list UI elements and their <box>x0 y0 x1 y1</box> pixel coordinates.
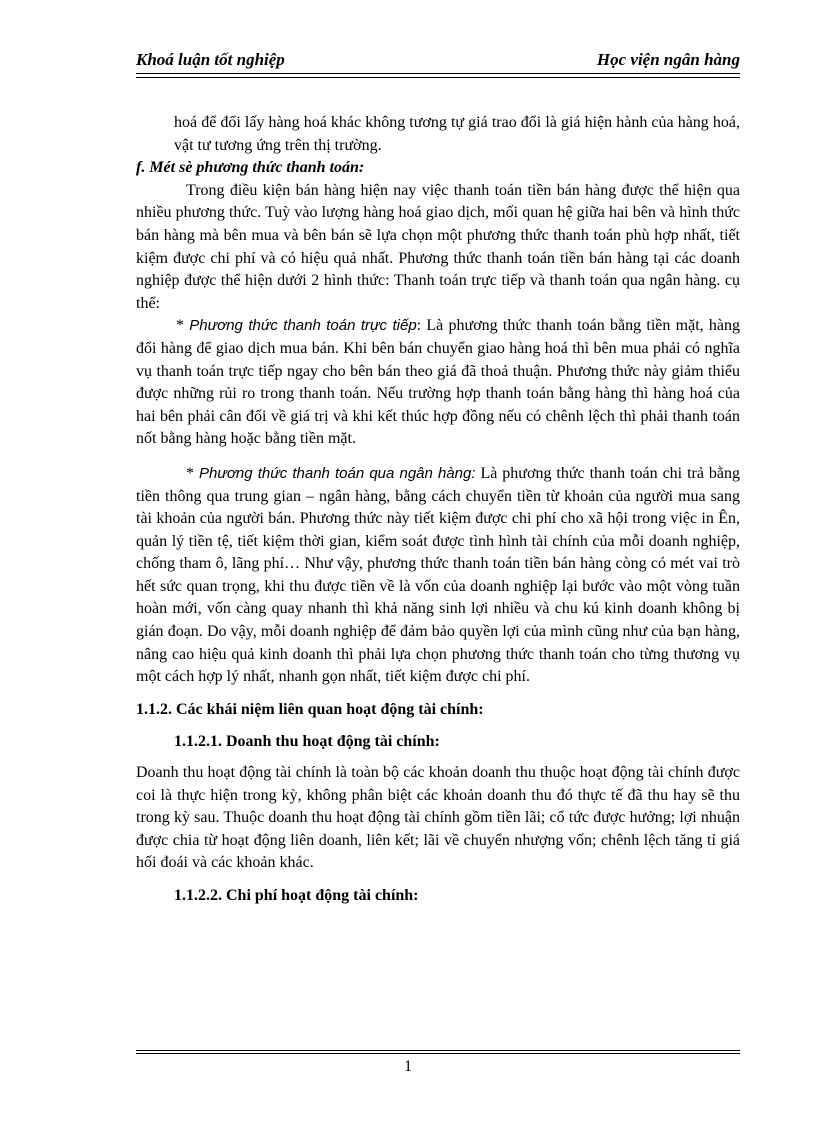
paragraph-direct-payment <box>136 315 740 451</box>
paragraph-financial-revenue: Doanh thu hoạt động tài chính là toàn bộ các khoản doanh thu thuộc hoạt động tài chính được coi là thực hiện trong kỳ, không phân biệt các khoản doanh thu đó thực tế đã thu hay sẽ thu trong kỳ sau. Thuộc doanh thu hoạt động tài chính gồm tiền lãi; cổ tức được hưởng; lợi nhuận được chia từ hoạt động liên doanh, liên kết; lãi về chuyển nhượng vốn; chênh lệch tăng tỉ giá hối đoái và các khoản khác. <box>136 764 740 872</box>
direct-payment-text: : Là phương thức thanh toán bằng tiền mặt, hàng đổi hàng để giao dịch mua bán. Khi bên bán chuyển giao hàng hoá thì bên mua phải có nghĩa vụ thanh toán trực tiếp ngay cho bên bán theo giá đã thoả thuận. Phương thức này giảm thiểu được những rủi ro trong thanh toán. Nếu trường hợp thanh toán bằng hàng thì hàng hoá của hai bên phải cân đối về giá trị và khi kết thúc hợp đồng nếu có chênh lệch thì phải thanh toán nốt bằng hàng hoặc bằng tiền mặt. <box>136 317 741 448</box>
paragraph-payment-methods: Trong điều kiện bán hàng hiện nay việc thanh toán tiền bán hàng được thể hiện qua nhiều phương thức. Tuỳ vào lượng hàng hoá giao dịch, mối quan hệ giữa hai bên và hình thức bán hàng mà bên mua và bên bán sẽ lựa chọn một phương thức thanh toán phù hợp nhất, tiết kiệm được chi phí và có hiệu quả nhất. Phương thức thanh toán tiền bán hàng tại các doanh nghiệp được thể hiện dưới 2 hình thức: Thanh toán trực tiếp và thanh toán qua ngân hàng. cụ thể: <box>136 181 740 312</box>
paragraph-bank-payment <box>136 463 740 689</box>
footer-rule <box>136 1053 740 1054</box>
section-heading-1-1-2-2: 1.1.2.2. Chi phí hoạt động tài chính: <box>174 887 419 904</box>
page-body <box>136 112 740 916</box>
spacer <box>136 451 740 463</box>
term-bank-payment: Phương thức thanh toán qua ngân hàng: <box>198 464 476 482</box>
header-rule-thin <box>136 77 740 78</box>
header-thesis-title: Khoá luận tốt nghiệp <box>136 50 285 69</box>
section-heading-1-1-2-1: 1.1.2.1. Doanh thu hoạt động tài chính: <box>174 733 440 751</box>
term-direct-payment: Phương thức thanh toán trực tiếp <box>189 317 417 335</box>
header-institution: Học viện ngân hàng <box>596 50 740 69</box>
bullet: * <box>176 317 190 335</box>
footer-rule-thin <box>136 1050 740 1051</box>
header-rule <box>136 73 740 74</box>
running-header <box>136 48 740 72</box>
page-number: 1 <box>404 1058 412 1075</box>
section-heading-1-1-2: 1.1.2. Các khái niệm liên quan hoạt động tài chính: <box>136 700 484 718</box>
bank-payment-text: Là phương thức thanh toán chi trả bằng tiền thông qua trung gian – ngân hàng, bằng cách chuyển tiền từ khoản của người mua sang tài khoản của người bán. Phương thức này tiết kiệm được chi phí cho xã hội trong việc in Ên, quản lý tiền tệ, tiết kiệm thời gian, kiểm soát được tình hình tài chính của mỗi doanh nghiệp, chống tham ô, lãng phí… Như vậy, phương thức thanh toán tiền bán hàng còng có mét vai trò hết sức quan trọng, khi thu được tiền về là vốn của doanh nghiệp lại bước vào một vòng tuần hoàn mới, vốn càng quay nhanh thì khả năng sinh lợi nhiều và chu kú kinh doanh không bị gián đoạn. Do vậy, mỗi doanh nghiệp để đảm bảo quyền lợi của mình cũng như của bạn hàng, nâng cao hiệu quả kinh doanh thì phải lựa chọn phương thức thanh toán cho từng thương vụ một cách hợp lý nhất, nhanh gọn nhất, tiết kiệm được chi phí. <box>136 464 741 686</box>
section-heading-f: f. Mét sè phương thức thanh toán: <box>136 159 365 177</box>
continued-paragraph: hoá để đổi lấy hàng hoá khác không tương tự giá trao đổi là giá hiện hành của hàng hoá, vật tư tương ứng trên thị trường. <box>174 114 740 154</box>
bullet: * <box>186 464 199 482</box>
